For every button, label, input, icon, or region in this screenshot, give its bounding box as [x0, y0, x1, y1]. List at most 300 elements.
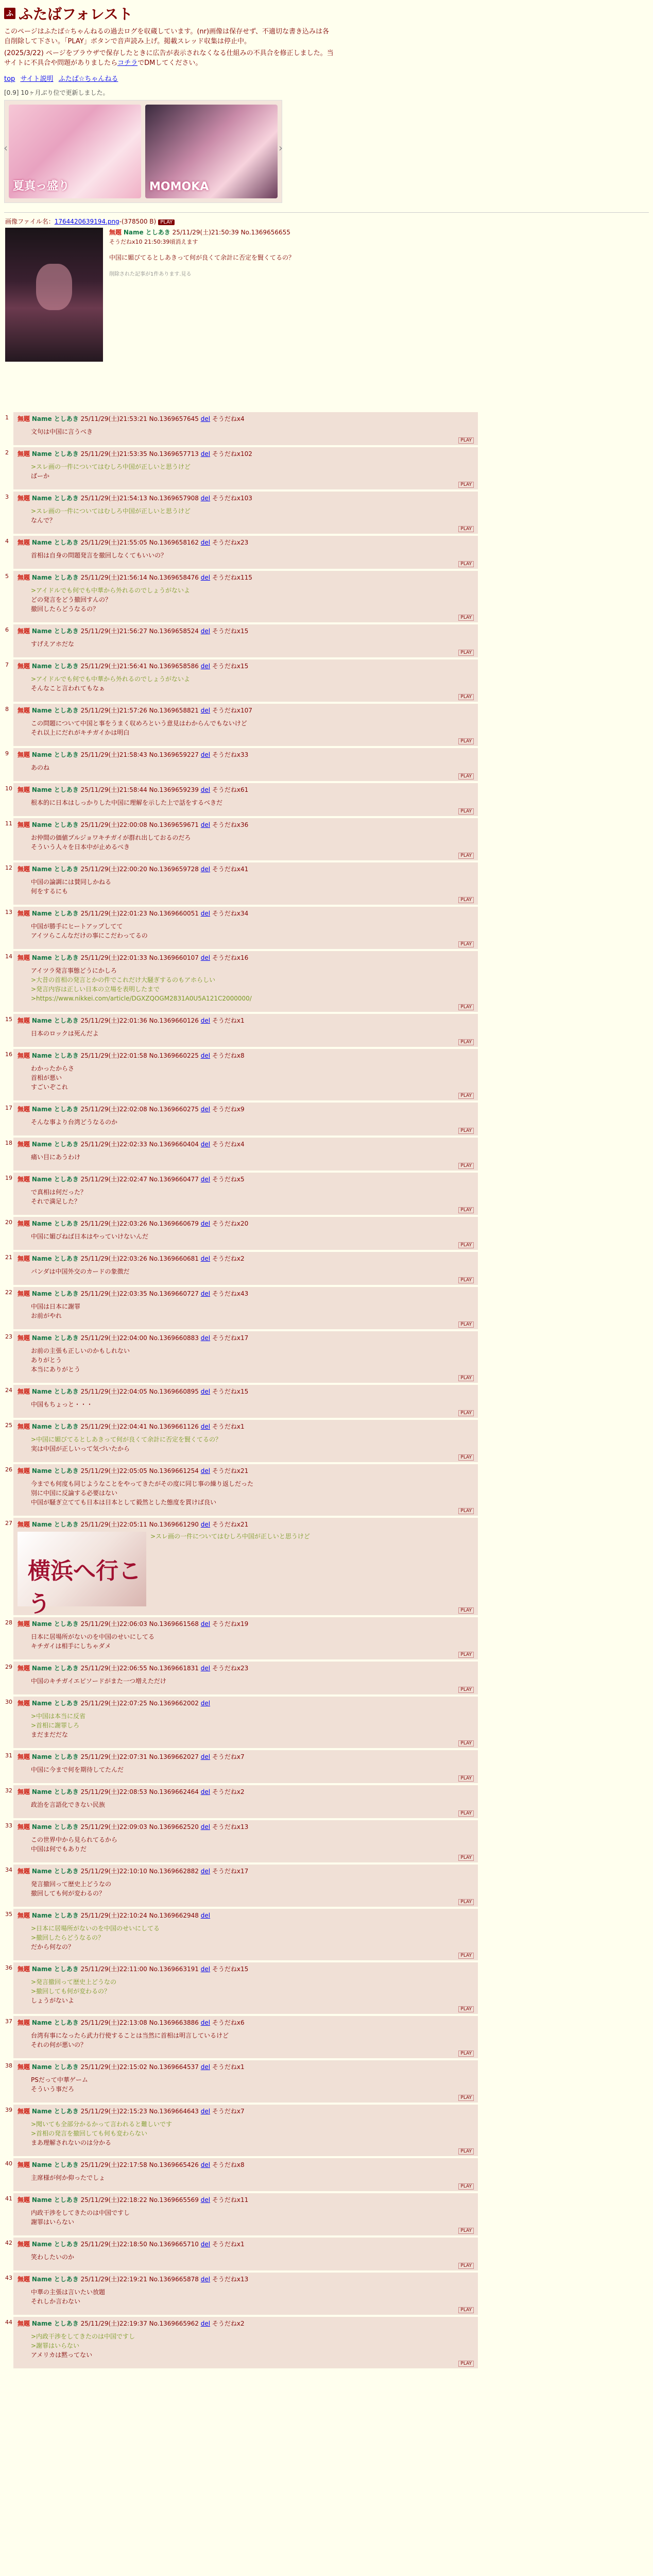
sodane-button[interactable]: そうだねx102	[212, 450, 252, 457]
sodane-button[interactable]: そうだねx6	[212, 2019, 245, 2026]
del-link[interactable]: del	[200, 2161, 211, 2168]
play-button[interactable]: PLAY	[458, 1277, 474, 1283]
reply-text	[31, 1400, 474, 1409]
table-row	[5, 1049, 478, 1100]
play-button[interactable]: PLAY	[458, 1953, 474, 1959]
table-row	[5, 1909, 478, 1960]
sodane-button[interactable]: そうだねx2	[212, 1788, 245, 1795]
reply-text	[31, 1879, 474, 1898]
del-link[interactable]: del	[200, 866, 211, 873]
table-row	[5, 1385, 478, 1418]
play-button[interactable]: PLAY	[458, 2148, 474, 2155]
reply-text	[31, 2075, 474, 2094]
reply-line: >首相に謝罪しろ	[31, 1722, 80, 1729]
sodane-button[interactable]: そうだねx19	[212, 1620, 249, 1628]
reply-header	[18, 662, 474, 670]
reply-date: 25/11/29(土)22:01:58 No.1369660225	[80, 1052, 199, 1059]
chevron-right-icon[interactable]: ›	[279, 142, 283, 154]
sodane-button[interactable]: そうだねx4	[212, 415, 245, 422]
play-button[interactable]: PLAY	[458, 1687, 474, 1693]
reply-header	[18, 1466, 474, 1475]
del-link[interactable]: del	[200, 663, 211, 670]
sodane-button[interactable]: そうだねx103	[212, 495, 252, 502]
del-link[interactable]: del	[200, 821, 211, 828]
table-row	[5, 2238, 478, 2270]
reply-name: Name としあき	[31, 1255, 79, 1262]
op-deleted-note[interactable]: 削除された記事が1件あります.見る	[109, 272, 192, 277]
reply-date: 25/11/29(土)22:02:08 No.1369660275	[80, 1106, 199, 1113]
del-link[interactable]: del	[200, 1334, 211, 1342]
reply-subject: 無題	[18, 663, 30, 670]
sodane-button[interactable]: そうだねx1	[212, 2241, 245, 2248]
play-button[interactable]: PLAY	[458, 1740, 474, 1747]
reply-index: 36	[5, 1964, 12, 1971]
table-row	[5, 1697, 478, 1748]
sodane-button[interactable]: そうだねx21	[212, 1467, 249, 1475]
play-button[interactable]: PLAY	[458, 1607, 474, 1614]
play-button[interactable]: PLAY	[458, 773, 474, 779]
reply-line: >日本に居場所がないのを中国のせいにしてる	[31, 1925, 160, 1932]
play-button[interactable]: PLAY	[458, 2263, 474, 2269]
reply-name: Name としあき	[31, 1176, 79, 1183]
play-button[interactable]: PLAY	[458, 650, 474, 656]
table-row	[5, 704, 478, 746]
reply-date: 25/11/29(土)21:53:21 No.1369657645	[80, 415, 199, 422]
reply-name: Name としあき	[31, 1388, 79, 1395]
reply-line: すげえアホだな	[31, 640, 75, 648]
reply-text	[31, 674, 474, 693]
sodane-button[interactable]: そうだねx20	[212, 1220, 249, 1227]
table-row	[5, 2317, 478, 2368]
reply-date: 25/11/29(土)22:15:02 No.1369664537	[80, 2063, 199, 2071]
del-link[interactable]: del	[200, 1290, 211, 1297]
table-row	[5, 2060, 478, 2103]
del-link[interactable]: del	[200, 2063, 211, 2071]
chevron-left-icon[interactable]: ‹	[4, 142, 8, 154]
play-button[interactable]: PLAY	[458, 1093, 474, 1099]
reply-line: 中国が勝手にヒートアップしてて	[31, 923, 123, 930]
del-link[interactable]: del	[200, 1620, 211, 1628]
reply-text	[31, 1765, 474, 1774]
reply-subject: 無題	[18, 786, 30, 793]
ad-banner[interactable]	[4, 100, 282, 203]
sodane-button[interactable]: そうだねx13	[212, 1823, 249, 1831]
reply-date: 25/11/29(土)21:58:44 No.1369659239	[80, 786, 199, 793]
ad-caption-2: MOMOKA	[149, 180, 209, 193]
play-button[interactable]: PLAY	[458, 1039, 474, 1045]
play-button[interactable]: PLAY	[458, 2095, 474, 2101]
reply-footer	[18, 1163, 474, 1168]
reply-index: 3	[5, 494, 9, 500]
reply-index: 39	[5, 2107, 12, 2113]
reply-index: 7	[5, 662, 9, 668]
del-link[interactable]: del	[200, 751, 211, 758]
reply-footer	[18, 1454, 474, 1460]
site-title: ふたばフォレスト	[19, 6, 133, 23]
play-button[interactable]: PLAY	[458, 1454, 474, 1461]
reply-line: >スレ画の一件についてはむしろ中国が正しいと思うけど	[150, 1533, 310, 1540]
reply-name: Name としあき	[31, 574, 79, 581]
reply-text	[31, 922, 474, 940]
nav-link-about[interactable]: サイト説明	[20, 75, 54, 83]
table-row	[5, 748, 478, 781]
reply-subject: 無題	[18, 450, 30, 457]
reply-header	[18, 1051, 474, 1060]
sodane-button[interactable]: そうだねx15	[212, 1388, 249, 1395]
reply-line: それで満足した？	[31, 1198, 81, 1205]
del-link[interactable]: del	[200, 1965, 211, 1973]
reply-footer	[18, 897, 474, 903]
sodane-button[interactable]: そうだねx7	[212, 2108, 245, 2115]
reply-subject: 無題	[18, 1388, 30, 1395]
reply-subject: 無題	[18, 1255, 30, 1262]
reply-line: なんで？	[31, 517, 56, 524]
reply-line: それ以上にだれがキチガイかは明白	[31, 729, 130, 736]
reply-subject: 無題	[18, 1106, 30, 1113]
sodane-button[interactable]: そうだねx13	[212, 2276, 249, 2283]
reply-footer	[18, 2228, 474, 2233]
reply-index: 43	[5, 2275, 12, 2281]
reply-line: ありがとう	[31, 1357, 62, 1364]
play-button[interactable]: PLAY	[458, 694, 474, 700]
reply-text	[31, 1924, 474, 1952]
reply-index: 15	[5, 1016, 12, 1023]
reply-footer	[18, 1375, 474, 1381]
reply-text	[31, 2173, 474, 2182]
reply-footer	[18, 941, 474, 947]
table-row	[5, 783, 478, 816]
play-button[interactable]: PLAY	[458, 1652, 474, 1658]
del-link[interactable]: del	[200, 1823, 211, 1831]
table-row	[5, 1617, 478, 1659]
sodane-button[interactable]: そうだねx107	[212, 707, 252, 714]
del-link[interactable]: del	[200, 415, 211, 422]
reply-line: すごいぞこれ	[31, 1083, 68, 1091]
reply-subject: 無題	[18, 1052, 30, 1059]
del-link[interactable]: del	[200, 1255, 211, 1262]
op-sodane[interactable]: そうだねx10 21:50:39頃消えます	[109, 239, 198, 245]
reply-name: Name としあき	[31, 450, 79, 457]
reply-header	[18, 2062, 474, 2071]
reply-line: >撤回したらどうなるの？	[31, 1934, 105, 1941]
del-link[interactable]: del	[200, 1467, 211, 1475]
sodane-button[interactable]: そうだねx15	[212, 1965, 249, 1973]
sodane-button[interactable]: そうだねx34	[212, 910, 249, 917]
reply-name: Name としあき	[31, 1753, 79, 1760]
reply-line: まあ理解されないのは分かる	[31, 2139, 112, 2146]
reply-name: Name としあき	[31, 2161, 79, 2168]
reply-date: 25/11/29(土)21:56:41 No.1369658586	[80, 663, 199, 670]
play-button[interactable]: PLAY	[458, 526, 474, 532]
reply-footer	[18, 2183, 474, 2189]
ad-thumbnail-1[interactable]	[9, 105, 141, 198]
play-button[interactable]: PLAY	[458, 1242, 474, 1248]
reply-index: 19	[5, 1175, 12, 1181]
del-link[interactable]: del	[200, 628, 211, 635]
reply-text	[31, 2332, 474, 2360]
reply-line: そういう事だろ	[31, 2086, 75, 2093]
reply-subject: 無題	[18, 574, 30, 581]
reply-text	[31, 1153, 474, 1162]
reply-footer	[18, 738, 474, 744]
del-link[interactable]: del	[200, 1521, 211, 1528]
play-button[interactable]: PLAY	[458, 2006, 474, 2012]
reply-footer	[18, 1004, 474, 1010]
sodane-button[interactable]: そうだねx33	[212, 751, 249, 758]
del-link[interactable]: del	[200, 1868, 211, 1875]
reply-text	[31, 1029, 474, 1038]
reply-index: 28	[5, 1619, 12, 1626]
play-button[interactable]: PLAY	[458, 941, 474, 947]
play-button[interactable]: PLAY	[458, 853, 474, 859]
reply-line: 中華の主張は言いたい放題	[31, 2289, 106, 2296]
del-link[interactable]: del	[200, 2241, 211, 2248]
site-header	[0, 0, 653, 203]
sodane-button[interactable]: そうだねx17	[212, 1334, 249, 1342]
reply-header	[18, 865, 474, 873]
reply-text	[31, 506, 474, 525]
reply-header	[18, 1619, 474, 1628]
del-link[interactable]: del	[200, 2019, 211, 2026]
reply-date: 25/11/29(土)22:09:03 No.1369662520	[80, 1823, 199, 1831]
op-play-button[interactable]: PLAY	[158, 219, 175, 225]
sodane-button[interactable]: そうだねx7	[212, 1753, 245, 1760]
play-button[interactable]: PLAY	[458, 2050, 474, 2057]
sodane-button[interactable]: そうだねx21	[212, 1521, 249, 1528]
play-button[interactable]: PLAY	[458, 437, 474, 444]
sodane-button[interactable]: そうだねx15	[212, 628, 249, 635]
reply-subject: 無題	[18, 751, 30, 758]
contact-link[interactable]: コチラ	[117, 59, 138, 67]
reply-image[interactable]	[18, 1532, 146, 1617]
reply-subject: 無題	[18, 866, 30, 873]
table-row	[5, 1014, 478, 1047]
reply-header	[18, 1333, 474, 1342]
reply-line: 中国に今まで何を期待してたんだ	[31, 1766, 124, 1773]
nav-link-top[interactable]: top	[4, 75, 15, 83]
sodane-button[interactable]: そうだねx15	[212, 663, 249, 670]
reply-line: 主席様が何か仰ったでしょ	[31, 2174, 106, 2181]
reply-subject: 無題	[18, 415, 30, 422]
table-row	[5, 1331, 478, 1383]
del-link[interactable]: del	[200, 574, 211, 581]
sodane-button[interactable]: そうだねx4	[212, 1141, 245, 1148]
del-link[interactable]: del	[200, 2276, 211, 2283]
site-logo[interactable]	[4, 3, 649, 24]
sodane-button[interactable]: そうだねx9	[212, 1106, 245, 1113]
sodane-button[interactable]: そうだねx2	[212, 2320, 245, 2327]
table-row	[5, 1662, 478, 1694]
reply-name: Name としあき	[31, 1220, 79, 1227]
sodane-button[interactable]: そうだねx1	[212, 1423, 245, 1430]
reply-line: 日本に居場所がないのを中国のせいにしてる	[31, 1633, 155, 1640]
reply-line: 謝罪はいらない	[31, 2218, 75, 2226]
table-row	[5, 1287, 478, 1329]
del-link[interactable]: del	[200, 2196, 211, 2204]
reply-footer	[18, 2361, 474, 2366]
reply-line: PSだって中華ゲーム	[31, 2076, 88, 2083]
play-button[interactable]: PLAY	[458, 1508, 474, 1514]
reply-text	[31, 1632, 474, 1651]
play-button[interactable]: PLAY	[458, 738, 474, 744]
del-link[interactable]: del	[200, 495, 211, 502]
ad-thumbnail-2[interactable]	[145, 105, 278, 198]
reply-subject: 無題	[18, 2196, 30, 2204]
del-link[interactable]: del	[200, 954, 211, 961]
play-button[interactable]: PLAY	[458, 615, 474, 621]
play-button[interactable]: PLAY	[458, 1004, 474, 1010]
reply-text	[31, 1711, 474, 1739]
reply-header	[18, 494, 474, 502]
reply-text	[31, 833, 474, 852]
sodane-button[interactable]: そうだねx115	[212, 574, 252, 581]
reply-line: 中国の論調には賛同しかねる	[31, 878, 112, 886]
reply-date: 25/11/29(土)21:58:43 No.1369659227	[80, 751, 199, 758]
del-link[interactable]: del	[200, 1017, 211, 1024]
reply-text	[31, 462, 474, 481]
reply-name: Name としあき	[31, 821, 79, 828]
del-link[interactable]: del	[200, 1106, 211, 1113]
reply-date: 25/11/29(土)22:18:22 No.1369665569	[80, 2196, 199, 2204]
sodane-button[interactable]: そうだねx23	[212, 539, 249, 546]
reply-index: 26	[5, 1466, 12, 1473]
del-link[interactable]: del	[200, 450, 211, 457]
sodane-button[interactable]: そうだねx1	[212, 2063, 245, 2071]
reply-date: 25/11/29(土)21:53:35 No.1369657713	[80, 450, 199, 457]
reply-line: 首相は自身の問題発言を撤回しなくてもいいの？	[31, 552, 167, 559]
play-button[interactable]: PLAY	[458, 1810, 474, 1817]
play-button[interactable]: PLAY	[458, 1128, 474, 1134]
play-button[interactable]: PLAY	[458, 2228, 474, 2234]
play-button[interactable]: PLAY	[458, 808, 474, 815]
del-link[interactable]: del	[200, 1220, 211, 1227]
reply-footer	[18, 1242, 474, 1248]
reply-line: 中国もちょっと・・・	[31, 1401, 93, 1408]
del-link[interactable]: del	[200, 910, 211, 917]
del-link[interactable]: del	[200, 1912, 211, 1919]
play-button[interactable]: PLAY	[458, 1855, 474, 1861]
sodane-button[interactable]: そうだねx41	[212, 866, 249, 873]
del-link[interactable]: del	[200, 707, 211, 714]
del-link[interactable]: del	[200, 2108, 211, 2115]
reply-name: Name としあき	[31, 1700, 79, 1707]
play-button[interactable]: PLAY	[458, 1899, 474, 1905]
reply-line: >聞いても全部分かるかって言われると難しいです	[31, 2121, 173, 2128]
reply-line: 政治を言語化できない民族	[31, 1801, 106, 1808]
reply-text	[31, 1346, 474, 1374]
del-link[interactable]: del	[200, 1052, 211, 1059]
table-row	[5, 1173, 478, 1215]
reply-subject: 無題	[18, 2019, 30, 2026]
sodane-button[interactable]: そうだねx17	[212, 1868, 249, 1875]
sodane-button[interactable]: そうだねx23	[212, 1665, 249, 1672]
nav-link-futaba[interactable]: ふたば☆ちゃんねる	[58, 75, 118, 83]
play-button[interactable]: PLAY	[458, 1207, 474, 1213]
reply-date: 25/11/29(土)22:08:53 No.1369662464	[80, 1788, 199, 1795]
del-link[interactable]: del	[200, 1141, 211, 1148]
play-button[interactable]: PLAY	[458, 2183, 474, 2190]
reply-date: 25/11/29(土)22:02:47 No.1369660477	[80, 1176, 199, 1183]
reply-header	[18, 1752, 474, 1761]
sodane-button[interactable]: そうだねx11	[212, 2196, 249, 2204]
play-button[interactable]: PLAY	[458, 2307, 474, 2313]
sodane-button[interactable]: そうだねx61	[212, 786, 249, 793]
reply-header	[18, 785, 474, 794]
reply-line: >発言内容は正しい日本の立場を表明したまで	[31, 986, 160, 993]
table-row	[5, 2016, 478, 2058]
play-button[interactable]: PLAY	[458, 1321, 474, 1328]
play-button[interactable]: PLAY	[458, 482, 474, 488]
del-link[interactable]: del	[200, 786, 211, 793]
sodane-button[interactable]: そうだねx36	[212, 821, 249, 828]
sodane-button[interactable]: そうだねx8	[212, 1052, 245, 1059]
reply-line: >アイドルでも何でも中華から外れるのでしょうがないよ	[31, 587, 190, 594]
del-link[interactable]: del	[200, 2320, 211, 2327]
reply-line: アイツラ発言事態どうにかしろ	[31, 967, 117, 974]
sodane-button[interactable]: そうだねx43	[212, 1290, 249, 1297]
reply-footer	[18, 1652, 474, 1657]
reply-header	[18, 414, 474, 423]
play-button[interactable]: PLAY	[458, 561, 474, 567]
reply-line: 発言撤回って歴史上どうなの	[31, 1880, 112, 1888]
reply-index: 14	[5, 953, 12, 960]
table-row	[5, 1962, 478, 2014]
del-link[interactable]: del	[200, 1423, 211, 1430]
reply-subject: 無題	[18, 1176, 30, 1183]
reply-text	[31, 1835, 474, 1854]
del-link[interactable]: del	[200, 1753, 211, 1760]
play-button[interactable]: PLAY	[458, 1410, 474, 1416]
reply-header	[18, 573, 474, 582]
reply-index: 42	[5, 2240, 12, 2246]
sodane-button[interactable]: そうだねx1	[212, 1017, 245, 1024]
reply-subject: 無題	[18, 1521, 30, 1528]
op-text: 中国に媚びてるとしあきって何が良くて余計に否定を賢くてるの？	[109, 254, 295, 261]
reply-index: 38	[5, 2062, 12, 2069]
del-link[interactable]: del	[200, 539, 211, 546]
reply-line: ばーか	[31, 472, 50, 480]
del-link[interactable]: del	[200, 1665, 211, 1672]
op-file-link[interactable]: 1764420639194.png	[54, 218, 119, 225]
sodane-button[interactable]: そうだねx5	[212, 1176, 245, 1183]
del-link[interactable]: del	[200, 1388, 211, 1395]
reply-name: Name としあき	[31, 2019, 79, 2026]
reply-line: しょうがないよ	[31, 1997, 75, 2004]
del-link[interactable]: del	[200, 1176, 211, 1183]
reply-header	[18, 953, 474, 962]
play-button[interactable]: PLAY	[458, 897, 474, 903]
sodane-button[interactable]: そうだねx8	[212, 2161, 245, 2168]
reply-date: 25/11/29(土)22:01:33 No.1369660107	[80, 954, 199, 961]
reply-index: 8	[5, 706, 9, 713]
del-link[interactable]: del	[200, 1700, 211, 1707]
sodane-button[interactable]: そうだねx2	[212, 1255, 245, 1262]
reply-header	[18, 1422, 474, 1431]
table-row	[5, 951, 478, 1012]
play-button[interactable]: PLAY	[458, 1163, 474, 1169]
play-button[interactable]: PLAY	[458, 1775, 474, 1782]
reply-date: 25/11/29(土)22:19:21 No.1369665878	[80, 2276, 199, 2283]
play-button[interactable]: PLAY	[458, 1375, 474, 1381]
reply-date: 25/11/29(土)22:04:00 No.1369660883	[80, 1334, 199, 1342]
reply-footer	[18, 1321, 474, 1327]
sodane-button[interactable]: そうだねx16	[212, 954, 249, 961]
op-image[interactable]	[5, 228, 103, 362]
reply-header	[18, 2160, 474, 2169]
del-link[interactable]: del	[200, 1788, 211, 1795]
play-button[interactable]: PLAY	[458, 2361, 474, 2367]
reply-line: 別に中国に反論する必要はない	[31, 1489, 118, 1497]
